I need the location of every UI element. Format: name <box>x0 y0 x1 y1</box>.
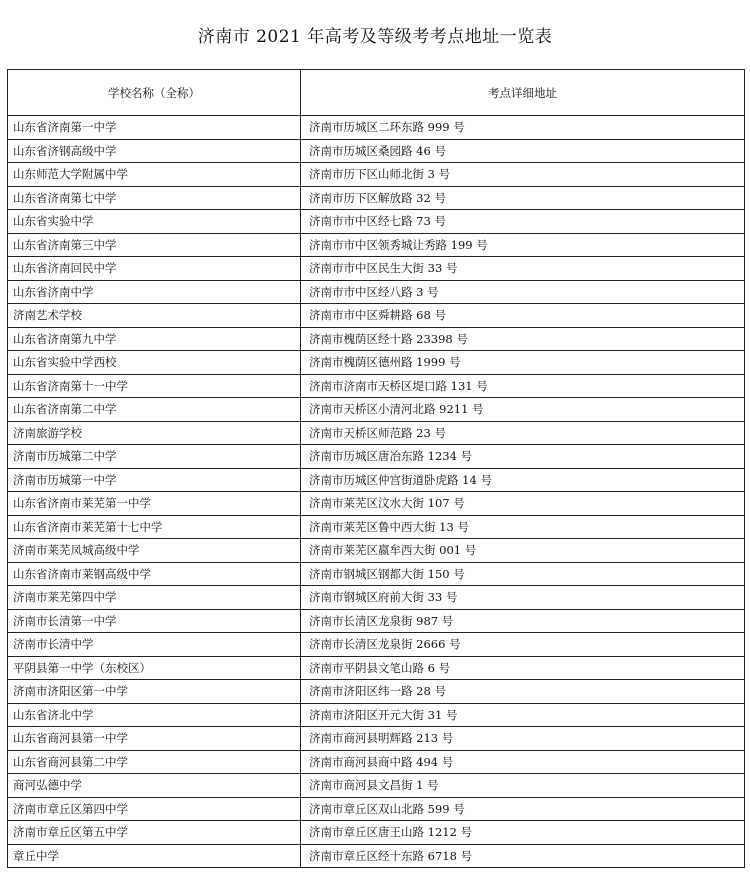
address-cell: 济南市历下区解放路 32 号 <box>301 186 745 210</box>
table-row <box>8 139 745 163</box>
school-name-cell: 济南市莱芜凤城高级中学 <box>8 539 301 563</box>
address-cell: 济南市历城区桑园路 46 号 <box>301 139 745 163</box>
address-cell: 济南市市中区领秀城让秀路 199 号 <box>301 233 745 257</box>
school-name-cell: 山东省济南第二中学 <box>8 398 301 422</box>
school-name-cell: 济南艺术学校 <box>8 304 301 328</box>
school-name-cell: 山东省济南中学 <box>8 280 301 304</box>
address-cell: 济南市章丘区双山北路 599 号 <box>301 797 745 821</box>
table-row <box>8 257 745 281</box>
table-row <box>8 539 745 563</box>
table-row <box>8 609 745 633</box>
table-row <box>8 304 745 328</box>
table-row <box>8 515 745 539</box>
table-row <box>8 468 745 492</box>
table-row <box>8 163 745 187</box>
table-row <box>8 492 745 516</box>
address-cell: 济南市莱芜区汶水大街 107 号 <box>301 492 745 516</box>
school-name-cell: 济南市章丘区第五中学 <box>8 821 301 845</box>
school-name-cell: 济南市长清中学 <box>8 633 301 657</box>
header-address: 考点详细地址 <box>301 70 745 116</box>
table-row <box>8 586 745 610</box>
table-row <box>8 562 745 586</box>
table-row <box>8 374 745 398</box>
table-row <box>8 703 745 727</box>
school-name-cell: 山东省实验中学西校 <box>8 351 301 375</box>
address-cell: 济南市商河县商中路 494 号 <box>301 750 745 774</box>
table-row <box>8 398 745 422</box>
exam-site-table <box>7 69 745 868</box>
address-cell: 济南市济阳区纬一路 28 号 <box>301 680 745 704</box>
address-cell: 济南市长清区龙泉街 2666 号 <box>301 633 745 657</box>
table-row <box>8 280 745 304</box>
school-name-cell: 章丘中学 <box>8 844 301 868</box>
address-cell: 济南市章丘区唐王山路 1212 号 <box>301 821 745 845</box>
address-cell: 济南市平阴县文笔山路 6 号 <box>301 656 745 680</box>
table-row <box>8 680 745 704</box>
address-cell: 济南市槐荫区德州路 1999 号 <box>301 351 745 375</box>
address-cell: 济南市钢城区府前大街 33 号 <box>301 586 745 610</box>
table-header-row <box>8 70 745 116</box>
address-cell: 济南市历城区仲宫街道卧虎路 14 号 <box>301 468 745 492</box>
school-name-cell: 山东省济南第十一中学 <box>8 374 301 398</box>
address-cell: 济南市槐荫区经十路 23398 号 <box>301 327 745 351</box>
address-cell: 济南市商河县明辉路 213 号 <box>301 727 745 751</box>
school-name-cell: 济南市长清第一中学 <box>8 609 301 633</box>
table-row <box>8 774 745 798</box>
school-name-cell: 商河弘德中学 <box>8 774 301 798</box>
address-cell: 济南市历城区唐冶东路 1234 号 <box>301 445 745 469</box>
table-row <box>8 210 745 234</box>
document-title: 济南市 2021 年高考及等级考考点地址一览表 <box>197 27 553 47</box>
address-cell: 济南市市中区民生大街 33 号 <box>301 257 745 281</box>
table-row <box>8 186 745 210</box>
address-cell: 济南市莱芜区嬴牟西大街 001 号 <box>301 539 745 563</box>
table-row <box>8 445 745 469</box>
address-cell: 济南市商河县文昌街 1 号 <box>301 774 745 798</box>
address-cell: 济南市市中区经八路 3 号 <box>301 280 745 304</box>
table-row <box>8 633 745 657</box>
address-cell: 济南市长清区龙泉街 987 号 <box>301 609 745 633</box>
school-name-cell: 山东省济南市莱钢高级中学 <box>8 562 301 586</box>
school-name-cell: 山东省济南回民中学 <box>8 257 301 281</box>
address-cell: 济南市历城区二环东路 999 号 <box>301 116 745 140</box>
table-row <box>8 233 745 257</box>
address-cell: 济南市市中区经七路 73 号 <box>301 210 745 234</box>
address-cell: 济南市天桥区师范路 23 号 <box>301 421 745 445</box>
school-name-cell: 山东省商河县第二中学 <box>8 750 301 774</box>
table-row <box>8 327 745 351</box>
school-name-cell: 济南旅游学校 <box>8 421 301 445</box>
school-name-cell: 济南市历城第一中学 <box>8 468 301 492</box>
school-name-cell: 济南市章丘区第四中学 <box>8 797 301 821</box>
address-cell: 济南市市中区舜耕路 68 号 <box>301 304 745 328</box>
school-name-cell: 山东省济南市莱芜第一中学 <box>8 492 301 516</box>
address-cell: 济南市章丘区经十东路 6718 号 <box>301 844 745 868</box>
table-row <box>8 821 745 845</box>
school-name-cell: 山东省济钢高级中学 <box>8 139 301 163</box>
table-row <box>8 727 745 751</box>
address-cell: 济南市天桥区小清河北路 9211 号 <box>301 398 745 422</box>
address-cell: 济南市历下区山师北街 3 号 <box>301 163 745 187</box>
school-name-cell: 山东师范大学附属中学 <box>8 163 301 187</box>
table-row <box>8 844 745 868</box>
table-row <box>8 656 745 680</box>
school-name-cell: 山东省济南第一中学 <box>8 116 301 140</box>
school-name-cell: 山东省实验中学 <box>8 210 301 234</box>
address-cell: 济南市钢城区钢都大街 150 号 <box>301 562 745 586</box>
school-name-cell: 山东省商河县第一中学 <box>8 727 301 751</box>
school-name-cell: 平阴县第一中学（东校区） <box>8 656 301 680</box>
table-row <box>8 750 745 774</box>
table-row <box>8 797 745 821</box>
address-cell: 济南市莱芜区鲁中西大街 13 号 <box>301 515 745 539</box>
school-name-cell: 山东省济南市莱芜第十七中学 <box>8 515 301 539</box>
table-row <box>8 351 745 375</box>
school-name-cell: 济南市济阳区第一中学 <box>8 680 301 704</box>
address-cell: 济南市济阳区开元大街 31 号 <box>301 703 745 727</box>
school-name-cell: 山东省济南第九中学 <box>8 327 301 351</box>
table-row <box>8 116 745 140</box>
school-name-cell: 山东省济南第三中学 <box>8 233 301 257</box>
address-cell: 济南市济南市天桥区堤口路 131 号 <box>301 374 745 398</box>
school-name-cell: 济南市莱芜第四中学 <box>8 586 301 610</box>
header-school-name: 学校名称（全称） <box>8 70 301 116</box>
school-name-cell: 山东省济南第七中学 <box>8 186 301 210</box>
table-row <box>8 421 745 445</box>
table-body <box>8 116 745 868</box>
school-name-cell: 山东省济北中学 <box>8 703 301 727</box>
school-name-cell: 济南市历城第二中学 <box>8 445 301 469</box>
